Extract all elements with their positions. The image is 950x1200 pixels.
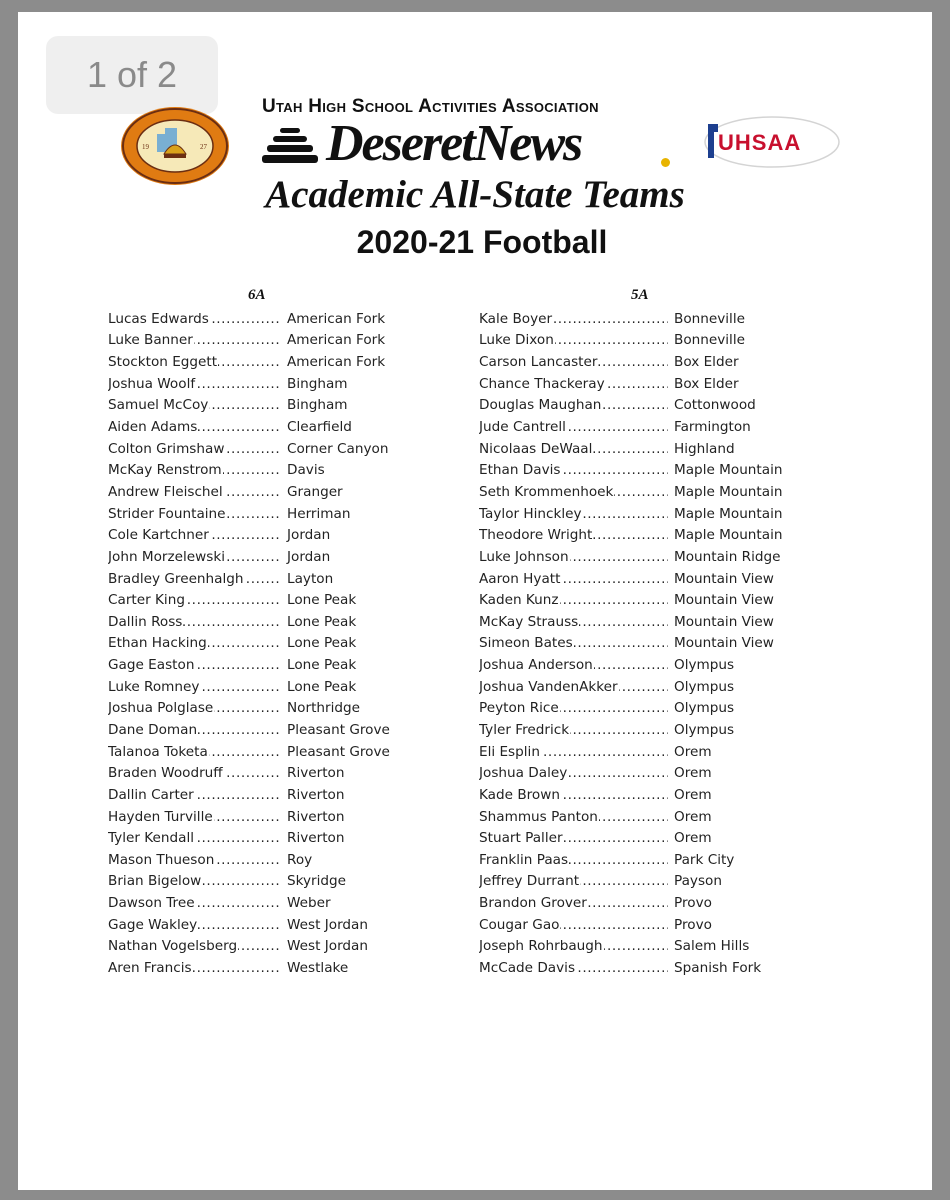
player-name: Stuart Paller .....	[479, 830, 668, 846]
roster-row	[108, 459, 390, 481]
school-name: Westlake	[287, 960, 349, 977]
roster-list-5a	[479, 308, 782, 979]
roster-row	[479, 308, 782, 330]
player-name: Samuel McCoy .....	[108, 397, 281, 413]
school-name: Spanish Fork	[674, 960, 762, 977]
school-name: Herriman	[287, 505, 351, 522]
school-name: West Jordan	[287, 916, 368, 933]
roster-row	[108, 481, 390, 503]
player-name: Shammus Panton .....	[479, 809, 668, 825]
player-name: Talanoa Toketa .....	[108, 744, 281, 760]
school-name: Roy	[287, 851, 313, 868]
roster-row	[479, 762, 782, 784]
roster-row	[108, 676, 390, 698]
player-name: Carson Lancaster .....	[479, 354, 668, 370]
roster-row	[108, 308, 390, 330]
roster-row	[479, 546, 782, 568]
player-name: Lucas Edwards .....	[108, 311, 281, 327]
roster-row	[479, 459, 782, 481]
player-name: Tyler Fredrick .....	[479, 722, 668, 738]
player-name: Joseph Rohrbaugh .....	[479, 938, 668, 954]
school-name: Jordan	[287, 527, 331, 544]
school-name: Layton	[287, 570, 334, 587]
player-name: Colton Grimshaw .....	[108, 441, 281, 457]
roster-row	[108, 589, 390, 611]
school-name: Box Elder	[674, 354, 739, 371]
roster-row	[108, 719, 390, 741]
roster-row	[108, 568, 390, 590]
player-name: Jeffrey Durrant .....	[479, 873, 668, 889]
player-name: Dallin Ross .....	[108, 614, 281, 630]
school-name: Maple Mountain	[674, 483, 783, 500]
school-name: Maple Mountain	[674, 505, 783, 522]
page-indicator: 1 of 2	[46, 36, 218, 114]
player-name: Luke Johnson .....	[479, 549, 668, 565]
player-name: Dawson Tree .....	[108, 895, 281, 911]
roster-row	[108, 373, 390, 395]
roster-row	[108, 849, 390, 871]
roster-row	[108, 503, 390, 525]
player-name: Luke Dixon .....	[479, 332, 668, 348]
school-name: Olympus	[674, 700, 735, 717]
roster-row	[108, 936, 390, 958]
roster-row	[108, 438, 390, 460]
school-name: Granger	[287, 483, 343, 500]
school-name: Riverton	[287, 786, 345, 803]
roster-row	[479, 914, 782, 936]
school-name: Bonneville	[674, 332, 745, 349]
roster-row	[479, 416, 782, 438]
document-title: Academic All-State Teams	[265, 173, 685, 216]
roster-row	[479, 611, 782, 633]
player-name: Joshua Woolf .....	[108, 376, 281, 392]
school-name: Davis	[287, 462, 325, 479]
uhsaa-logo	[704, 116, 840, 168]
school-name: Riverton	[287, 808, 345, 825]
roster-row	[479, 395, 782, 417]
player-name: Stockton Eggett .....	[108, 354, 281, 370]
player-name: Brian Bigelow .....	[108, 873, 281, 889]
school-name: Maple Mountain	[674, 527, 783, 544]
player-name: Dallin Carter .....	[108, 787, 281, 803]
school-name: Northridge	[287, 700, 361, 717]
logo-dot	[661, 158, 670, 167]
school-name: Provo	[674, 895, 712, 912]
school-name: Orem	[674, 743, 712, 760]
player-name: McKay Renstrom .....	[108, 462, 281, 478]
document-subtitle: 2020-21 Football	[356, 224, 608, 260]
school-name: Lone Peak	[287, 678, 357, 695]
player-name: Chance Thackeray .....	[479, 376, 668, 392]
roster-row	[108, 741, 390, 763]
school-name: Orem	[674, 786, 712, 803]
roster-row	[479, 827, 782, 849]
column-heading-6a: 6A	[248, 287, 266, 303]
school-name: Mountain View	[674, 635, 774, 652]
roster-row	[479, 892, 782, 914]
roster-list-6a	[108, 308, 390, 979]
organization-name: Utah High School Activities Association	[262, 96, 599, 117]
roster-row	[479, 351, 782, 373]
player-name: Kaden Kunz .....	[479, 592, 668, 608]
school-name: Mountain View	[674, 613, 774, 630]
roster-row	[479, 849, 782, 871]
school-name: American Fork	[287, 310, 386, 327]
player-name: Joshua Anderson .....	[479, 657, 668, 673]
player-name: Joshua Polglase .....	[108, 700, 281, 716]
roster-row	[479, 524, 782, 546]
school-name: American Fork	[287, 332, 386, 349]
school-name: Lone Peak	[287, 657, 357, 674]
roster-row	[479, 654, 782, 676]
player-name: Carter King .....	[108, 592, 281, 608]
school-name: Orem	[674, 808, 712, 825]
roster-row	[479, 568, 782, 590]
school-name: West Jordan	[287, 938, 368, 955]
school-name: Bingham	[287, 397, 348, 414]
player-name: Cole Kartchner .....	[108, 527, 281, 543]
beehive-icon	[262, 128, 318, 164]
roster-row	[479, 871, 782, 893]
player-name: Luke Banner .....	[108, 332, 281, 348]
school-name: Orem	[674, 830, 712, 847]
roster-row	[479, 719, 782, 741]
roster-row	[108, 784, 390, 806]
player-name: Nathan Vogelsberg .....	[108, 938, 281, 954]
roster-row	[479, 373, 782, 395]
school-name: Cottonwood	[674, 397, 756, 414]
player-name: Peyton Rice .....	[479, 700, 668, 716]
school-name: Riverton	[287, 765, 345, 782]
player-name: Gage Wakley .....	[108, 917, 281, 933]
player-name: Aaron Hyatt .....	[479, 571, 668, 587]
player-name: Simeon Bates .....	[479, 635, 668, 651]
player-name: Douglas Maughan .....	[479, 397, 668, 413]
player-name: Gage Easton .....	[108, 657, 281, 673]
roster-row	[108, 524, 390, 546]
school-name: Olympus	[674, 721, 735, 738]
player-name: Andrew Fleischel .....	[108, 484, 281, 500]
roster-row	[479, 438, 782, 460]
seal-year-right: 27	[200, 143, 207, 151]
player-name: Aren Francis .....	[108, 960, 281, 976]
school-name: Lone Peak	[287, 613, 357, 630]
school-name: American Fork	[287, 354, 386, 371]
player-name: Franklin Paas .....	[479, 852, 668, 868]
roster-row	[108, 351, 390, 373]
school-name: Pleasant Grove	[287, 743, 390, 760]
roster-row	[479, 633, 782, 655]
roster-row	[479, 698, 782, 720]
roster-row	[479, 936, 782, 958]
player-name: John Morzelewski .....	[108, 549, 281, 565]
player-name: Aiden Adams .....	[108, 419, 281, 435]
deseret-news-logo: DeseretNews	[326, 115, 582, 172]
roster-row	[479, 481, 782, 503]
player-name: Jude Cantrell .....	[479, 419, 668, 435]
school-name: Jordan	[287, 548, 331, 565]
school-name: Orem	[674, 765, 712, 782]
player-name: Nicolaas DeWaal .....	[479, 441, 668, 457]
player-name: Ethan Davis .....	[479, 462, 668, 478]
player-name: Kale Boyer .....	[479, 311, 668, 327]
roster-row	[108, 633, 390, 655]
school-name: Skyridge	[287, 873, 347, 890]
school-name: Payson	[674, 873, 722, 890]
roster-row	[479, 957, 782, 979]
roster-row	[108, 654, 390, 676]
school-name: Pleasant Grove	[287, 721, 390, 738]
player-name: Joshua VandenAkker .....	[479, 679, 668, 695]
player-name: Braden Woodruff .....	[108, 765, 281, 781]
player-name: Cougar Gao .....	[479, 917, 668, 933]
player-name: Theodore Wright .....	[479, 527, 668, 543]
school-name: Olympus	[674, 657, 735, 674]
school-name: Provo	[674, 916, 712, 933]
seal-year-left: 19	[142, 143, 149, 151]
player-name: Strider Fountaine .....	[108, 506, 281, 522]
column-heading-5a: 5A	[631, 287, 649, 303]
uhsaa-logo-text: UHSAA	[718, 130, 802, 155]
roster-row	[108, 892, 390, 914]
roster-row	[479, 589, 782, 611]
school-name: Mountain View	[674, 570, 774, 587]
player-name: Bradley Greenhalgh .....	[108, 571, 281, 587]
player-name: Kade Brown .....	[479, 787, 668, 803]
roster-row	[108, 546, 390, 568]
player-name: Joshua Daley .....	[479, 765, 668, 781]
player-name: McCade Davis .....	[479, 960, 668, 976]
roster-row	[108, 806, 390, 828]
roster-row	[479, 330, 782, 352]
player-name: Brandon Grover .....	[479, 895, 668, 911]
player-name: Luke Romney .....	[108, 679, 281, 695]
school-name: Olympus	[674, 678, 735, 695]
player-name: Mason Thueson .....	[108, 852, 281, 868]
player-name: Seth Krommenhoek .....	[479, 484, 668, 500]
school-name: Lone Peak	[287, 635, 357, 652]
player-name: McKay Strauss .....	[479, 614, 668, 630]
roster-row	[108, 957, 390, 979]
school-name: Weber	[287, 895, 331, 912]
roster-row	[108, 330, 390, 352]
player-name: Hayden Turville .....	[108, 809, 281, 825]
roster-row	[108, 827, 390, 849]
school-name: Mountain Ridge	[674, 548, 781, 565]
roster-row	[479, 503, 782, 525]
roster-row	[479, 784, 782, 806]
roster-row	[108, 914, 390, 936]
roster-row	[108, 871, 390, 893]
roster-row	[108, 416, 390, 438]
school-name: Riverton	[287, 830, 345, 847]
school-name: Mountain View	[674, 592, 774, 609]
player-name: Ethan Hacking .....	[108, 635, 281, 651]
school-name: Maple Mountain	[674, 462, 783, 479]
school-name: Clearfield	[287, 419, 352, 436]
school-name: Corner Canyon	[287, 440, 389, 457]
player-name: Dane Doman .....	[108, 722, 281, 738]
school-name: Salem Hills	[674, 938, 750, 955]
roster-row	[108, 611, 390, 633]
roster-row	[108, 762, 390, 784]
school-name: Bingham	[287, 375, 348, 392]
roster-row	[108, 395, 390, 417]
roster-row	[479, 741, 782, 763]
school-name: Highland	[674, 440, 735, 457]
school-name: Bonneville	[674, 310, 745, 327]
roster-row	[479, 806, 782, 828]
player-name: Eli Esplin .....	[479, 744, 668, 760]
school-name: Box Elder	[674, 375, 739, 392]
roster-row	[479, 676, 782, 698]
player-name: Tyler Kendall .....	[108, 830, 281, 846]
player-name: Taylor Hinckley .....	[479, 506, 668, 522]
roster-row	[108, 698, 390, 720]
school-name: Lone Peak	[287, 592, 357, 609]
school-name: Farmington	[674, 419, 751, 436]
school-name: Park City	[674, 851, 735, 868]
